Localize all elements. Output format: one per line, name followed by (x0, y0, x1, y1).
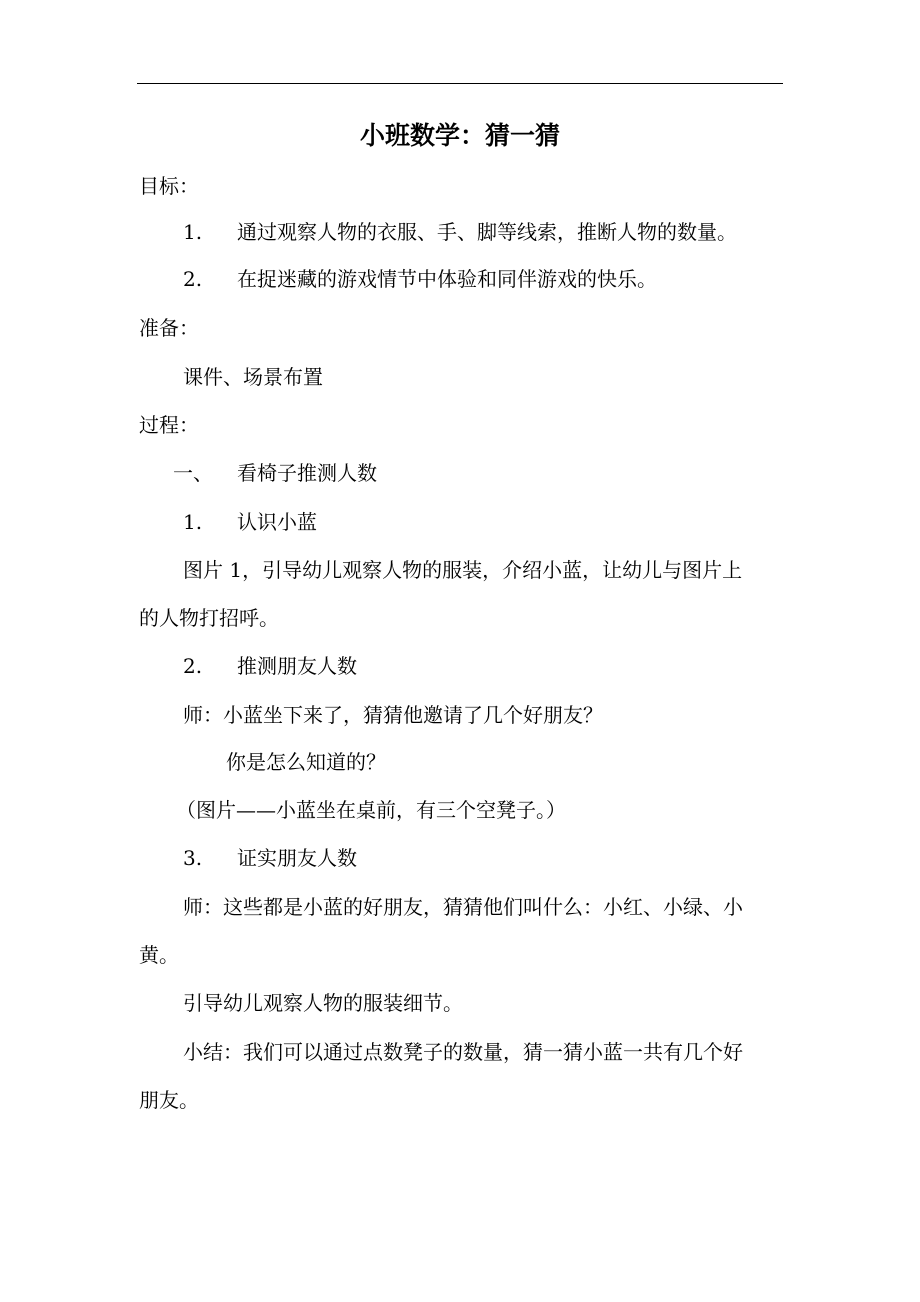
step-3-number: 3. (183, 846, 203, 870)
document-title: 小班数学：猜一猜 (359, 121, 560, 150)
goal-item-1-number: 1. (183, 220, 203, 244)
step-1-number: 1. (183, 510, 203, 534)
step-3-heading (183, 843, 357, 873)
goal-item-2-number: 2. (183, 267, 203, 291)
step-3-teacher-line-1: 师：这些都是小蓝的好朋友，猜猜他们叫什么：小红、小绿、小 (183, 895, 743, 919)
step-2-teacher-line: 师：小蓝坐下来了，猜猜他邀请了几个好朋友？ (183, 703, 603, 727)
prep-text: 课件、场景布置 (183, 365, 323, 389)
step-1-text: 认识小蓝 (237, 510, 317, 534)
step-3-guide: 引导幼儿观察人物的服装细节。 (183, 991, 463, 1015)
process-heading: 过程： (139, 413, 199, 437)
section-1-number: 一、 (173, 461, 213, 485)
step-1-paragraph-line-2: 的人物打招呼。 (139, 606, 279, 630)
goal-item-2 (183, 264, 657, 294)
step-2-number: 2. (183, 654, 203, 678)
header-rule (137, 83, 783, 84)
goal-item-1-text: 通过观察人物的衣服、手、脚等线索，推断人物的数量。 (237, 220, 737, 244)
step-2-question: 你是怎么知道的？ (226, 750, 386, 774)
step-1-paragraph-line-1: 图片 1，引导幼儿观察人物的服装，介绍小蓝，让幼儿与图片上 (183, 558, 743, 582)
goal-item-2-text: 在捉迷藏的游戏情节中体验和同伴游戏的快乐。 (237, 267, 657, 291)
step-2-heading (183, 651, 357, 681)
summary-line-2: 朋友。 (139, 1088, 199, 1112)
section-1-heading (173, 458, 377, 488)
step-3-teacher-line-2: 黄。 (139, 943, 179, 967)
step-3-text: 证实朋友人数 (237, 846, 357, 870)
goal-item-1 (183, 217, 737, 247)
step-2-note: （图片——小蓝坐在桌前，有三个空凳子。） (176, 798, 566, 822)
section-1-text: 看椅子推测人数 (237, 461, 377, 485)
summary-line-1: 小结：我们可以通过点数凳子的数量，猜一猜小蓝一共有几个好 (183, 1040, 743, 1064)
step-1-heading (183, 507, 317, 537)
prep-heading: 准备： (139, 316, 199, 340)
goal-heading: 目标： (139, 174, 199, 198)
step-2-text: 推测朋友人数 (237, 654, 357, 678)
